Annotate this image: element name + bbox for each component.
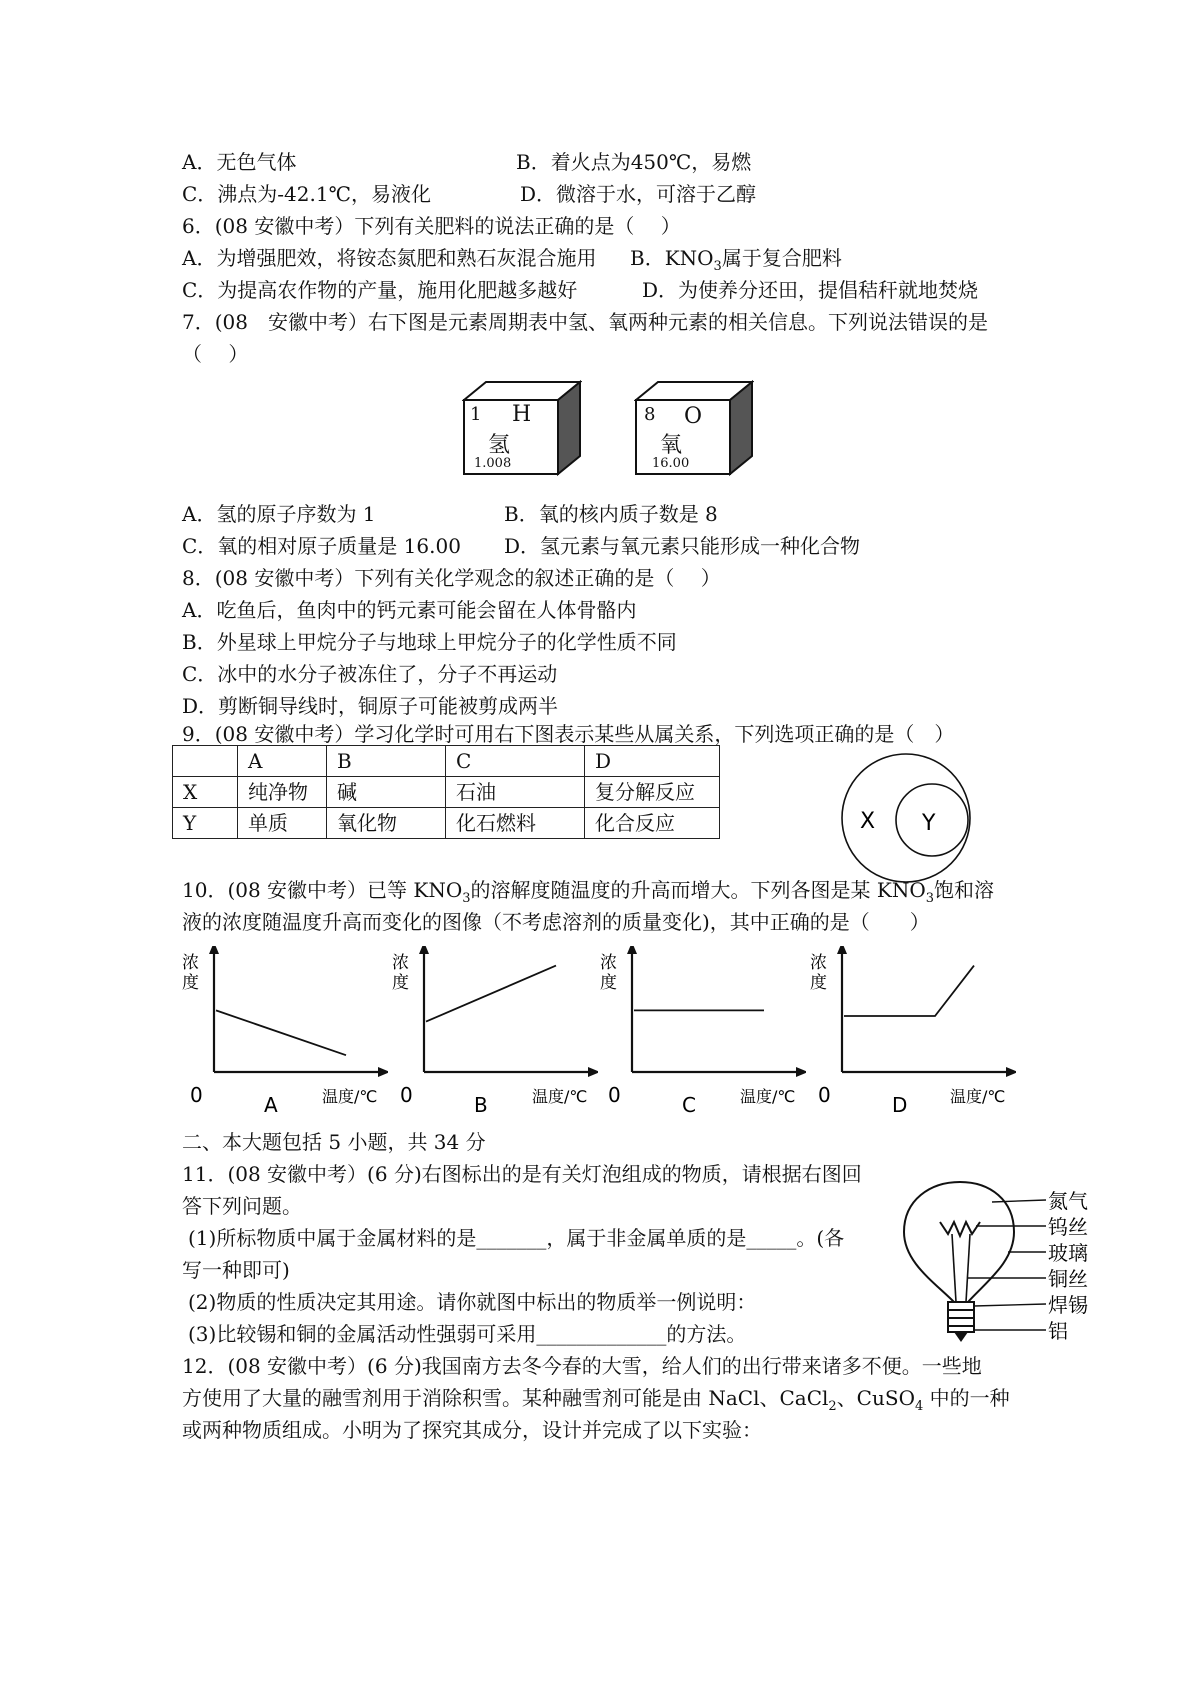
element-cell-hydrogen <box>462 378 582 478</box>
table-cell: 碱 <box>327 777 446 808</box>
x-axis-label: 温度/℃ <box>740 1087 796 1106</box>
x-axis-arrow-icon <box>378 1067 388 1077</box>
q8-option-d: D．剪断铜导线时，铜原子可能被剪成两半 <box>182 694 559 718</box>
table-cell: 纯净物 <box>238 777 327 808</box>
q7-option-c: C．氧的相对原子质量是 16.00 <box>182 534 461 558</box>
y-axis-arrow-icon <box>209 946 219 954</box>
section-heading: 二、本大题包括 5 小题，共 34 分 <box>182 1130 486 1154</box>
y-axis-label: 度 <box>182 973 199 993</box>
q6-option-c: C．为提高农作物的产量，施用化肥越多越好 <box>182 278 578 302</box>
bulb-tip-icon <box>954 1332 968 1342</box>
table-row <box>173 808 720 839</box>
origin-label: 0 <box>190 1083 203 1107</box>
y-axis-label: 浓 <box>810 953 827 973</box>
bulb-label: 钨丝 <box>1048 1215 1088 1239</box>
element-cell-oxygen <box>634 378 754 478</box>
table-cell: B <box>327 746 446 777</box>
table-cell: D <box>585 746 720 777</box>
q6-stem: 6．(08 安徽中考）下列有关肥料的说法正确的是（ ） <box>182 214 681 238</box>
venn-diagram <box>834 750 984 890</box>
bulb-label: 焊锡 <box>1048 1293 1088 1317</box>
element-name: 氢 <box>488 433 511 458</box>
table-cell: A <box>238 746 327 777</box>
q7-option-a: A．氢的原子序数为 1 <box>182 502 376 526</box>
y-axis-label: 度 <box>600 973 617 993</box>
origin-label: 0 <box>818 1083 831 1107</box>
table-cell: 氧化物 <box>327 808 446 839</box>
table-row <box>173 746 720 777</box>
q11-line5: (2)物质的性质决定其用途。请你就图中标出的物质举一例说明： <box>188 1290 757 1314</box>
q9-stem: 9．(08 安徽中考）学习化学时可用右下图表示某些从属关系，下列选项正确的是（ ） <box>182 722 955 746</box>
bulb-label: 铝 <box>1048 1319 1068 1343</box>
q8-stem: 8．(08 安徽中考）下列有关化学观念的叙述正确的是（ ） <box>182 566 721 590</box>
q7-paren: （ ） <box>182 342 249 366</box>
q12-line1: 12．(08 安徽中考）(6 分)我国南方去冬今春的大雪，给人们的出行带来诸多不便。一些地 <box>182 1354 982 1378</box>
table-cell: Y <box>173 808 238 839</box>
graph-letter-label: B <box>474 1093 488 1116</box>
table-cell: 化合反应 <box>585 808 720 839</box>
q7-option-b: B．氧的核内质子数是 8 <box>504 502 718 526</box>
concentration-graph-C <box>596 946 806 1116</box>
y-axis-label: 浓 <box>600 953 617 973</box>
q5-option-c: C．沸点为-42.1℃，易液化 <box>182 182 431 206</box>
y-axis-label: 度 <box>810 973 827 993</box>
data-line <box>844 966 974 1016</box>
table-cell: C <box>446 746 585 777</box>
table-cell: X <box>173 777 238 808</box>
x-axis-label: 温度/℃ <box>950 1087 1006 1106</box>
bulb-label: 氮气 <box>1048 1189 1088 1213</box>
inner-circle-label: Y <box>922 811 936 836</box>
q5-option-a: A．无色气体 <box>182 150 297 174</box>
q11-line1: 11．(08 安徽中考）(6 分)右图标出的是有关灯泡组成的物质，请根据右图回 <box>182 1162 862 1186</box>
q11-line4: 写一种即可) <box>182 1258 290 1282</box>
data-line <box>426 966 556 1022</box>
q5-option-b: B．着火点为450℃，易燃 <box>516 150 752 174</box>
table-cell: 化石燃料 <box>446 808 585 839</box>
table-cell: 单质 <box>238 808 327 839</box>
origin-label: 0 <box>400 1083 413 1107</box>
bulb-label: 铜丝 <box>1048 1267 1088 1291</box>
q11-line3: (1)所标物质中属于金属材料的是_______，属于非金属单质的是_____。(各 <box>188 1226 845 1250</box>
element-number: 1 <box>470 404 482 425</box>
q8-option-a: A．吃鱼后，鱼肉中的钙元素可能会留在人体骨骼内 <box>182 598 637 622</box>
y-axis-label: 浓 <box>182 953 199 973</box>
y-axis-arrow-icon <box>419 946 429 954</box>
q7-option-d: D．氢元素与氧元素只能形成一种化合物 <box>504 534 861 558</box>
q6-option-a: A．为增强肥效，将铵态氮肥和熟石灰混合施用 <box>182 246 597 270</box>
q10-line1: 10．(08 安徽中考）已等 $KNO_3$的溶解度随温度的升高而增大。下列各图是某 $KNO_3$饱和溶 <box>182 878 995 906</box>
x-axis-arrow-icon <box>796 1067 806 1077</box>
concentration-graph-A <box>178 946 388 1116</box>
graph-letter-label: A <box>264 1093 278 1116</box>
y-axis-label: 度 <box>392 973 409 993</box>
graph-letter-label: D <box>892 1093 908 1116</box>
q6-option-b: B．$KNO_3$属于复合肥料 <box>630 246 842 274</box>
q11-line6: (3)比较锡和铜的金属活动性强弱可采用_____________的方法。 <box>188 1322 747 1346</box>
y-axis-arrow-icon <box>627 946 637 954</box>
x-axis-arrow-icon <box>1006 1067 1016 1077</box>
q5-option-d: D．微溶于水，可溶于乙醇 <box>520 182 757 206</box>
table-cell: 复分解反应 <box>585 777 720 808</box>
q12-line3: 或两种物质组成。小明为了探究其成分，设计并完成了以下实验： <box>182 1418 762 1442</box>
origin-label: 0 <box>608 1083 621 1107</box>
outer-circle-label: X <box>860 809 876 834</box>
concentration-graph-B <box>388 946 598 1116</box>
q12-line2: 方使用了大量的融雪剂用于消除积雪。某种融雪剂可能是由 NaCl、CaCl$_2$、CuSO$_4$ 中的一种 <box>182 1386 1010 1414</box>
q7-stem: 7．(08 安徽中考）右下图是元素周期表中氢、氧两种元素的相关信息。下列说法错误的是 <box>182 310 988 334</box>
y-axis-arrow-icon <box>837 946 847 954</box>
table-row <box>173 777 720 808</box>
element-symbol: O <box>684 404 703 429</box>
q11-line2: 答下列问题。 <box>182 1194 302 1218</box>
y-axis-label: 浓 <box>392 953 409 973</box>
data-line <box>216 1010 346 1055</box>
table-cell <box>173 746 238 777</box>
element-name: 氧 <box>660 433 683 458</box>
element-number: 8 <box>644 404 656 425</box>
x-axis-label: 温度/℃ <box>532 1087 588 1106</box>
concentration-graph-D <box>806 946 1016 1116</box>
element-mass: 16.00 <box>652 456 690 471</box>
graph-letter-label: C <box>682 1093 696 1116</box>
q6-option-d: D．为使养分还田，提倡秸秆就地焚烧 <box>642 278 979 302</box>
element-mass: 1.008 <box>474 456 512 471</box>
table-cell: 石油 <box>446 777 585 808</box>
bulb-label: 玻璃 <box>1048 1241 1088 1265</box>
q10-line2: 液的浓度随温度升高而变化的图像（不考虑溶剂的质量变化)，其中正确的是（ ） <box>182 910 930 934</box>
q8-option-c: C．冰中的水分子被冻住了，分子不再运动 <box>182 662 558 686</box>
q8-option-b: B．外星球上甲烷分子与地球上甲烷分子的化学性质不同 <box>182 630 677 654</box>
element-symbol: H <box>512 402 532 427</box>
light-bulb-figure <box>896 1178 1096 1358</box>
x-axis-label: 温度/℃ <box>322 1087 378 1106</box>
q9-table <box>172 745 720 839</box>
bulb-glass-icon <box>904 1182 1014 1302</box>
